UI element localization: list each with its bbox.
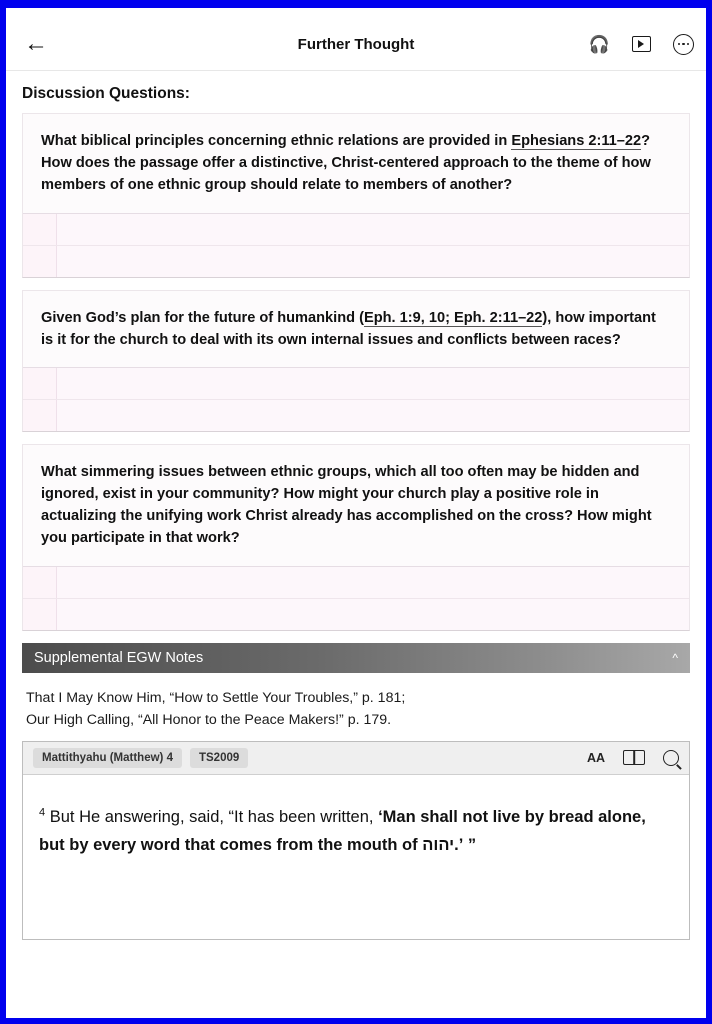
question-card <box>22 444 690 631</box>
question-card <box>22 113 690 278</box>
divine-name: יהוה <box>422 835 455 854</box>
app-frame <box>6 8 706 1018</box>
answer-gutter <box>23 368 57 399</box>
verse-number: 4 <box>39 806 46 819</box>
question-text <box>23 291 689 367</box>
egw-notes-body <box>22 673 690 739</box>
answer-line[interactable] <box>57 599 689 630</box>
question-text-before: Given God’s plan for the future of humankind ( <box>41 309 364 326</box>
status-bar <box>6 8 706 18</box>
answer-line[interactable] <box>57 246 689 277</box>
more-options-icon[interactable] <box>673 34 694 55</box>
question-text <box>23 445 689 566</box>
question-text-before: What biblical principles concerning ethnic relations are provided in <box>41 133 512 149</box>
discussion-questions-heading: Discussion Questions: <box>22 85 190 102</box>
answer-row[interactable] <box>23 400 689 431</box>
answer-line[interactable] <box>57 214 689 245</box>
question-text-before: What simmering issues between ethnic groups, which all too often may be hidden and ignored, exist in your community? How might your church play a positive role in actualizing the unifying work Christ already has accomplished on the cross? How might you participate in that work? <box>41 463 652 547</box>
egw-notes-title: Supplemental EGW Notes <box>34 649 204 666</box>
question-card <box>22 290 690 432</box>
answer-line[interactable] <box>57 567 689 598</box>
scripture-reference[interactable]: Ephesians 2:11–22 <box>511 133 642 149</box>
answer-row[interactable] <box>23 214 689 246</box>
question-text <box>23 114 689 213</box>
page-content <box>6 71 706 1018</box>
chevron-up-icon[interactable]: ^ <box>672 650 678 665</box>
book-icon[interactable] <box>623 750 645 765</box>
verse-end: .’ ” <box>454 835 477 854</box>
egw-notes-header[interactable] <box>22 643 690 673</box>
verse-part-one: But He answering, said, “It has been written, <box>49 807 379 826</box>
page-title: Further Thought <box>297 35 415 53</box>
answer-line[interactable] <box>57 368 689 399</box>
egw-note-line: Our High Calling, “All Honor to the Peace Makers!” p. 179. <box>26 711 392 728</box>
answer-gutter <box>23 246 57 277</box>
answer-gutter <box>23 599 57 630</box>
video-icon[interactable] <box>632 36 651 52</box>
question-text-after: ), how important is it for the church to deal with its own internal issues and conflicts between races? <box>41 309 656 348</box>
bible-widget <box>22 741 690 940</box>
app-bar <box>6 18 706 71</box>
answer-gutter <box>23 400 57 431</box>
bible-verse-text <box>23 775 689 939</box>
passage-chip[interactable]: Mattithyahu (Matthew) 4 <box>33 748 182 768</box>
answer-row[interactable] <box>23 599 689 630</box>
verse-emphasis: ‘Man shall not live by bread alone, but by every word that comes from the mouth of <box>39 807 646 854</box>
headphones-icon[interactable]: 🎧 <box>588 34 610 54</box>
bible-widget-toolbar <box>23 742 689 775</box>
egw-note-line: That I May Know Him, “How to Settle Your Troubles,” p. 181; <box>26 689 406 706</box>
scripture-reference[interactable]: Eph. 1:9, 10; Eph. 2:11–22 <box>363 309 543 326</box>
version-chip[interactable]: TS2009 <box>190 748 248 768</box>
question-text-after: ? How does the passage offer a distinctive, Christ-centered approach to the theme of how members of one ethnic group should relate to members of another? <box>41 133 651 194</box>
answer-row[interactable] <box>23 246 689 277</box>
answer-row[interactable] <box>23 368 689 400</box>
app-bar-actions <box>589 34 694 55</box>
back-arrow-icon[interactable]: ← <box>24 30 48 57</box>
answer-area[interactable] <box>23 566 689 630</box>
bible-widget-tools <box>587 750 679 766</box>
answer-gutter <box>23 567 57 598</box>
answer-area[interactable] <box>23 367 689 431</box>
font-size-icon[interactable]: AA <box>586 750 605 765</box>
answer-row[interactable] <box>23 567 689 599</box>
answer-line[interactable] <box>57 400 689 431</box>
answer-area[interactable] <box>23 213 689 277</box>
search-icon[interactable] <box>663 750 679 766</box>
answer-gutter <box>23 214 57 245</box>
